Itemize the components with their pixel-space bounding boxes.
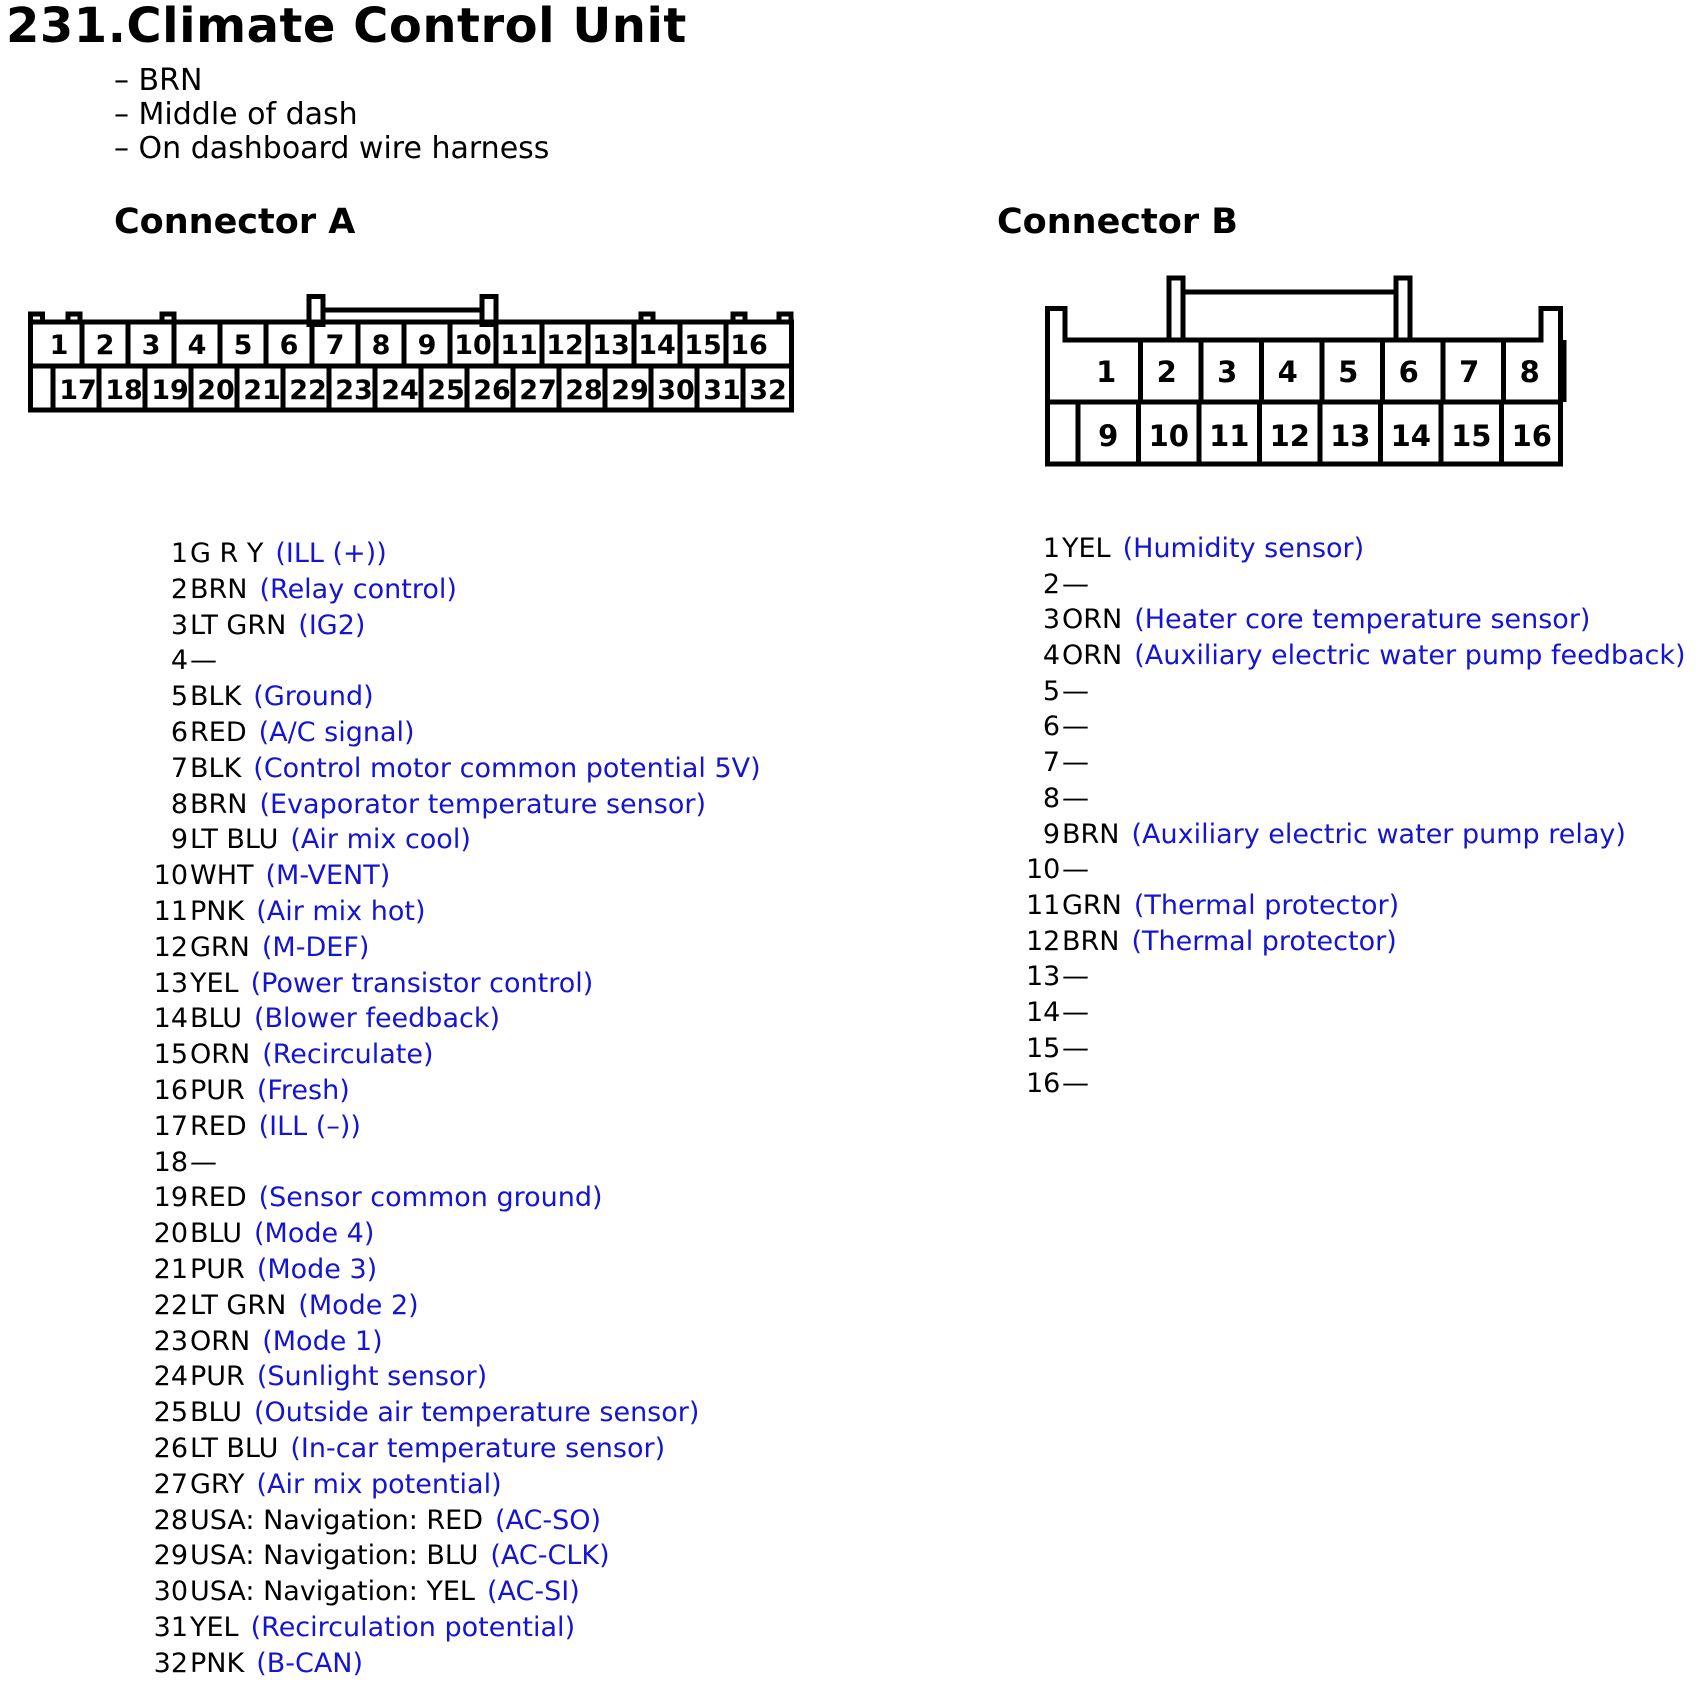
- pin-number: 9: [170, 824, 188, 856]
- pin-number: 5: [170, 681, 188, 713]
- pin-number: 11: [153, 895, 188, 927]
- connector-a-pin-label: 18: [105, 375, 143, 406]
- connector-a-pin-row: [142, 679, 761, 715]
- pin-number: 1: [170, 538, 188, 569]
- connector-b-pin-label: 2: [1156, 355, 1177, 389]
- connector-b-pin-row: [1026, 709, 1686, 745]
- connector-a-pin-label: 25: [427, 375, 465, 406]
- connector-b-pin-label: 13: [1330, 419, 1371, 453]
- connector-a-pin-row: [142, 1073, 761, 1109]
- pin-function: (Sunlight sensor): [256, 1361, 488, 1393]
- wire-color: GRN: [190, 931, 250, 963]
- wire-color: BRN: [190, 573, 248, 605]
- connector-b-pin-label: 10: [1148, 419, 1189, 453]
- connector-a-pin-label: 16: [730, 330, 768, 361]
- connector-b-pin-row: [1026, 567, 1686, 603]
- connector-a-pin-label: 3: [141, 330, 161, 361]
- pin-function: (Thermal protector): [1133, 889, 1400, 921]
- connector-a-pin-label: 11: [500, 330, 538, 361]
- pin-number: 16: [1026, 1068, 1061, 1100]
- pin-number: 3: [170, 609, 188, 641]
- wire-color: —: [1062, 568, 1089, 600]
- pin-function: (Air mix hot): [256, 895, 426, 927]
- wire-color: YEL: [190, 967, 239, 999]
- pin-function: (Power transistor control): [250, 967, 594, 999]
- pin-number: 23: [153, 1325, 188, 1357]
- connector-b-pin-label: 1: [1096, 355, 1117, 389]
- pin-function: (Auxiliary electric water pump feedback): [1134, 640, 1686, 672]
- connector-a-pin-label: 21: [243, 375, 281, 406]
- connector-a-pin-row: [142, 787, 761, 823]
- connector-b-pin-row: [1026, 924, 1686, 960]
- wire-color: ORN: [190, 1325, 251, 1357]
- connector-a-pin-row: [142, 1324, 761, 1360]
- connector-a-pin-label: 5: [233, 330, 253, 361]
- connector-a-pin-label: 32: [749, 375, 787, 406]
- pin-number: 12: [153, 931, 188, 963]
- connector-a-key-notch: [733, 314, 745, 322]
- wire-color: PUR: [190, 1361, 245, 1393]
- connector-a-pin-row: [142, 1288, 761, 1324]
- connector-b-pin-row: [1026, 817, 1686, 853]
- pin-function: (Relay control): [259, 573, 457, 605]
- connector-a-pin-label: 31: [703, 375, 741, 406]
- pin-number: 8: [170, 788, 188, 820]
- wire-color: LT GRN: [190, 1289, 287, 1321]
- connector-b-pin-row: [1026, 888, 1686, 924]
- connector-b-pin-label: 3: [1217, 355, 1238, 389]
- wire-color: BLU: [190, 1397, 242, 1429]
- connector-a-pin-row: [142, 1252, 761, 1288]
- wire-color: USA: Navigation: YEL: [190, 1576, 475, 1608]
- pin-function: (Heater core temperature sensor): [1134, 604, 1591, 636]
- wire-color: YEL: [190, 1611, 239, 1643]
- connector-b-pin-row: [1026, 674, 1686, 710]
- wire-color: —: [1062, 747, 1089, 779]
- wire-color: YEL: [1062, 533, 1111, 564]
- wire-color: —: [190, 1146, 217, 1178]
- wire-color: WHT: [190, 860, 254, 892]
- connector-a-pin-row: [142, 1109, 761, 1145]
- connector-a-key-notch: [162, 314, 174, 322]
- connector-a-pin-row: [142, 1359, 761, 1395]
- wire-color: ORN: [190, 1039, 251, 1071]
- pin-number: 5: [1042, 675, 1060, 707]
- pin-number: 7: [170, 752, 188, 784]
- wire-color: USA: Navigation: BLU: [190, 1540, 479, 1572]
- pin-number: 29: [153, 1540, 188, 1572]
- pin-number: 25: [153, 1397, 188, 1429]
- pin-number: 15: [1026, 1032, 1061, 1064]
- wire-color: PUR: [190, 1074, 245, 1106]
- pin-function: (Air mix potential): [256, 1468, 502, 1500]
- wire-color: —: [190, 645, 217, 677]
- connector-a-key-notch: [31, 314, 43, 322]
- connector-a-pin-label: 22: [289, 375, 327, 406]
- connector-a-pin-label: 15: [684, 330, 722, 361]
- pin-number: 8: [1042, 782, 1060, 814]
- connector-a-pin-label: 27: [519, 375, 557, 406]
- wire-color: BRN: [190, 788, 248, 820]
- connector-a-pin-row: [142, 1395, 761, 1431]
- pin-number: 12: [1026, 925, 1061, 957]
- wire-color: BLU: [190, 1218, 242, 1250]
- connector-a-pin-row: [142, 1216, 761, 1252]
- pin-number: 7: [1042, 747, 1060, 779]
- wire-color: LT GRN: [190, 609, 287, 641]
- pin-number: 1: [1042, 533, 1060, 564]
- pin-function: (AC-CLK): [490, 1540, 610, 1572]
- pin-function: (B-CAN): [256, 1647, 364, 1679]
- pin-number: 22: [153, 1289, 188, 1321]
- pin-function: (Control motor common potential 5V): [253, 752, 761, 784]
- wire-color: GRY: [190, 1468, 245, 1500]
- connector-a-pin-label: 28: [565, 375, 603, 406]
- pin-function: (AC-SI): [486, 1576, 580, 1608]
- info-color: – BRN: [114, 63, 203, 98]
- connector-a-pin-label: 30: [657, 375, 695, 406]
- connector-b-pin-row: [1026, 531, 1686, 567]
- connector-a-pin-row: [142, 572, 761, 608]
- pin-number: 20: [153, 1218, 188, 1250]
- wire-color: USA: Navigation: RED: [190, 1504, 483, 1536]
- connector-a-pin-row: [142, 1431, 761, 1467]
- wire-color: RED: [190, 1182, 247, 1214]
- connector-a-key-notch: [779, 314, 791, 322]
- pin-number: 14: [153, 1003, 188, 1035]
- pin-number: 6: [170, 716, 188, 748]
- pin-number: 24: [153, 1361, 188, 1393]
- connector-a-pin-row: [142, 1180, 761, 1216]
- connector-a-key-notch: [641, 314, 653, 322]
- connector-a-pin-row: [142, 715, 761, 751]
- pin-number: 17: [153, 1110, 188, 1142]
- pin-number: 9: [1042, 818, 1060, 850]
- wire-color: RED: [190, 1110, 247, 1142]
- connector-a-title: Connector A: [114, 202, 356, 242]
- wire-color: G R Y: [190, 538, 264, 569]
- wire-color: ORN: [1062, 640, 1123, 672]
- connector-a-pin-label: 20: [197, 375, 235, 406]
- pin-number: 15: [153, 1039, 188, 1071]
- connector-b-pin-label: 14: [1390, 419, 1431, 453]
- connector-a-pin-row: [142, 1503, 761, 1539]
- connector-a-pin-label: 9: [417, 330, 437, 361]
- wire-color: —: [1062, 854, 1089, 886]
- connector-b-pin-row: [1026, 959, 1686, 995]
- connector-a-pin-row: [142, 1646, 761, 1682]
- connector-b-pin-row: [1026, 995, 1686, 1031]
- pin-function: (Auxiliary electric water pump relay): [1131, 818, 1626, 850]
- connector-a-pin-label: 2: [95, 330, 115, 361]
- wire-color: —: [1062, 782, 1089, 814]
- connector-a-key-notch: [68, 314, 80, 322]
- connector-a-pin-label: 12: [546, 330, 584, 361]
- wire-color: ORN: [1062, 604, 1123, 636]
- connector-b-pin-label: 6: [1398, 355, 1419, 389]
- pin-function: (A/C signal): [258, 716, 415, 748]
- wire-color: —: [1062, 996, 1089, 1028]
- connector-b-pin-row: [1026, 602, 1686, 638]
- connector-b-pin-label: 9: [1098, 419, 1119, 453]
- pin-function: (Thermal protector): [1131, 925, 1397, 957]
- pin-function: (Humidity sensor): [1122, 533, 1365, 564]
- pin-number: 19: [153, 1182, 188, 1214]
- pin-number: 4: [170, 645, 188, 677]
- connector-a-pin-row: [142, 1037, 761, 1073]
- connector-b-pin-label: 11: [1209, 419, 1250, 453]
- connector-b-pin-row: [1026, 745, 1686, 781]
- pin-number: 31: [153, 1611, 188, 1643]
- pin-function: (M-VENT): [265, 860, 391, 892]
- connector-a-pin-label: 14: [638, 330, 676, 361]
- pin-number: 10: [153, 860, 188, 892]
- wire-color: BLK: [190, 681, 242, 713]
- wire-color: LT BLU: [190, 824, 279, 856]
- connector-a-pin-row: [142, 1467, 761, 1503]
- pin-function: (M-DEF): [261, 931, 370, 963]
- pin-number: 13: [1026, 961, 1061, 993]
- pin-function: (Blower feedback): [253, 1003, 501, 1035]
- connector-b-pin-list: [1026, 531, 1686, 1102]
- pin-function: (IG2): [298, 609, 366, 641]
- pin-function: (ILL (–)): [258, 1110, 361, 1142]
- info-harness: – On dashboard wire harness: [114, 131, 550, 166]
- connector-a-pin-row: [142, 608, 761, 644]
- wire-color: RED: [190, 716, 247, 748]
- connector-a-pin-label: 8: [371, 330, 391, 361]
- connector-a-pin-row: [142, 822, 761, 858]
- pin-number: 18: [153, 1146, 188, 1178]
- connector-b-pin-row: [1026, 852, 1686, 888]
- connector-b-title: Connector B: [997, 202, 1238, 242]
- pin-number: 30: [153, 1576, 188, 1608]
- pin-number: 13: [153, 967, 188, 999]
- connector-b-shape: [1045, 304, 1563, 474]
- pin-number: 21: [153, 1253, 188, 1285]
- pin-function: (Outside air temperature sensor): [253, 1397, 700, 1429]
- pin-function: (Air mix cool): [290, 824, 471, 856]
- pin-function: (Mode 4): [253, 1218, 375, 1250]
- pin-function: (Recirculate): [262, 1039, 434, 1071]
- connector-info-list: [114, 64, 549, 166]
- connector-b-pin-row: [1026, 781, 1686, 817]
- wire-color: BRN: [1062, 818, 1120, 850]
- pin-number: 28: [153, 1504, 188, 1536]
- connector-b-pin-row: [1026, 638, 1686, 674]
- pin-function: (Mode 3): [256, 1253, 378, 1285]
- wire-color: GRN: [1062, 889, 1122, 921]
- pin-function: (Ground): [253, 681, 374, 713]
- connector-a-pin-label: 29: [611, 375, 649, 406]
- wire-color: PNK: [190, 895, 245, 927]
- connector-b-pin-label: 16: [1511, 419, 1552, 453]
- connector-a-diagram: [28, 294, 794, 430]
- connector-a-pin-label: 6: [279, 330, 299, 361]
- pin-number: 11: [1026, 889, 1061, 921]
- pin-function: (AC-SO): [495, 1504, 602, 1536]
- wire-color: BLU: [190, 1003, 242, 1035]
- wire-color: PUR: [190, 1253, 245, 1285]
- pin-number: 16: [153, 1074, 188, 1106]
- pin-number: 2: [1042, 568, 1060, 600]
- connector-a-pin-label: 13: [592, 330, 630, 361]
- wire-color: BRN: [1062, 925, 1120, 957]
- connector-b-pin-label: 7: [1459, 355, 1480, 389]
- connector-a-pin-row: [142, 1001, 761, 1037]
- pin-function: (Mode 1): [262, 1325, 383, 1357]
- pin-function: (Evaporator temperature sensor): [259, 788, 706, 820]
- pin-function: (In-car temperature sensor): [290, 1432, 666, 1464]
- pin-number: 26: [153, 1432, 188, 1464]
- pin-function: (Fresh): [256, 1074, 350, 1106]
- connector-a-pin-row: [142, 751, 761, 787]
- connector-b-diagram: [1045, 304, 1563, 474]
- wire-color: —: [1062, 1068, 1089, 1100]
- wire-color: —: [1062, 675, 1089, 707]
- connector-a-pin-row: [142, 930, 761, 966]
- connector-a-pin-list: [142, 536, 761, 1682]
- connector-a-pin-row: [142, 1145, 761, 1181]
- connector-a-pin-label: 24: [381, 375, 419, 406]
- pin-number: 2: [170, 573, 188, 605]
- pin-number: 27: [153, 1468, 188, 1500]
- connector-a-shape: [28, 294, 794, 430]
- pin-number: 3: [1042, 604, 1060, 636]
- pin-function: (Recirculation potential): [250, 1611, 576, 1643]
- wire-color: —: [1062, 961, 1089, 993]
- connector-b-pin-label: 5: [1338, 355, 1359, 389]
- connector-b-pin-label: 15: [1451, 419, 1492, 453]
- wire-color: LT BLU: [190, 1432, 279, 1464]
- pin-number: 6: [1042, 711, 1060, 743]
- connector-b-pin-label: 8: [1519, 355, 1540, 389]
- pin-function: (ILL (+)): [275, 538, 387, 569]
- connector-a-pin-row: [142, 643, 761, 679]
- connector-b-pin-label: 4: [1277, 355, 1298, 389]
- info-location: – Middle of dash: [114, 97, 358, 132]
- connector-a-pin-row: [142, 1610, 761, 1646]
- wire-color: —: [1062, 1032, 1089, 1064]
- pin-function: (Mode 2): [298, 1289, 419, 1321]
- connector-b-pin-label: 12: [1269, 419, 1310, 453]
- page-title: 231.Climate Control Unit: [6, 0, 687, 54]
- pin-number: 32: [153, 1647, 188, 1679]
- connector-a-pin-row: [142, 966, 761, 1002]
- connector-a-pin-row: [142, 894, 761, 930]
- connector-a-pin-label: 23: [335, 375, 373, 406]
- connector-a-pin-row: [142, 536, 761, 572]
- connector-b-pin-row: [1026, 1066, 1686, 1102]
- pin-number: 14: [1026, 996, 1061, 1028]
- connector-b-pin-row: [1026, 1031, 1686, 1067]
- pin-number: 10: [1026, 854, 1061, 886]
- connector-a-pin-label: 1: [49, 330, 69, 361]
- connector-a-pin-label: 19: [151, 375, 189, 406]
- wire-color: BLK: [190, 752, 242, 784]
- connector-a-pin-label: 4: [187, 330, 207, 361]
- connector-a-pin-row: [142, 1574, 761, 1610]
- connector-a-pin-label: 26: [473, 375, 511, 406]
- wire-color: —: [1062, 711, 1089, 743]
- connector-a-pin-row: [142, 1538, 761, 1574]
- pin-number: 4: [1042, 640, 1060, 672]
- connector-a-pin-label: 17: [59, 375, 97, 406]
- wire-color: PNK: [190, 1647, 245, 1679]
- connector-a-pin-label: 7: [325, 330, 345, 361]
- connector-a-pin-row: [142, 858, 761, 894]
- connector-a-pin-label: 10: [454, 330, 492, 361]
- pin-function: (Sensor common ground): [258, 1182, 603, 1214]
